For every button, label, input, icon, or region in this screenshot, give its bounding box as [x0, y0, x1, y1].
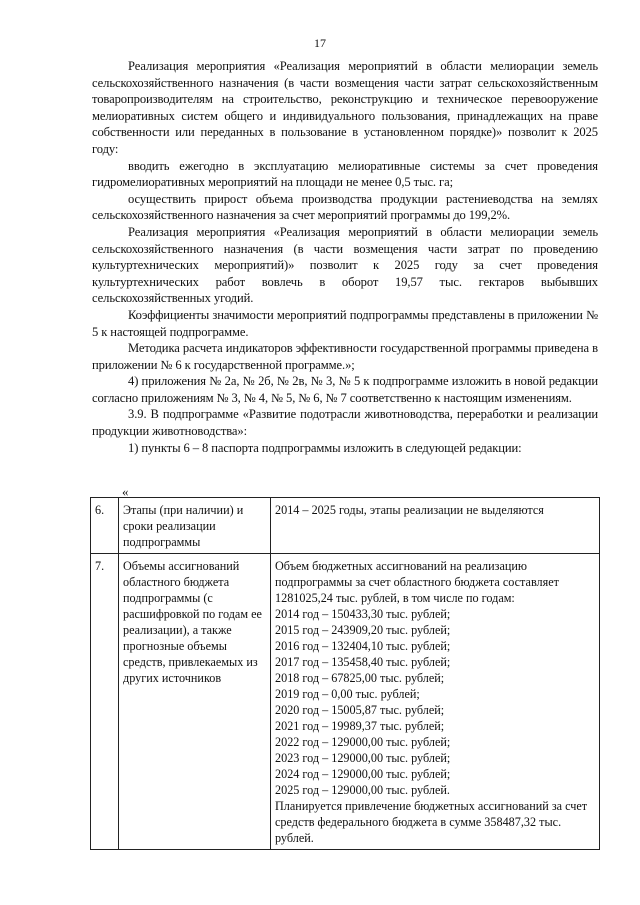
- paragraph: 3.9. В подпрограмме «Развитие подотрасли животноводства, переработки и реализации продукции животноводства»:: [92, 407, 598, 439]
- budget-year: 2016 год – 132404,10 тыс. рублей;: [275, 639, 451, 653]
- row-number: 7.: [91, 554, 119, 850]
- paragraph: Методика расчета индикаторов эффективности государственной программы приведена в приложении № 6 к государственной программе.»;: [92, 341, 598, 372]
- budget-year: 2019 год – 0,00 тыс. рублей;: [275, 687, 420, 701]
- budget-year: 2024 год – 129000,00 тыс. рублей;: [275, 767, 451, 781]
- budget-year: 2017 год – 135458,40 тыс. рублей;: [275, 655, 451, 669]
- paragraph: Реализация мероприятия «Реализация мероприятий в области мелиорации земель сельскохозяйственного назначения (в части возмещения части затрат сельскохозяйственным товаропроизводителям на строительство, реконструкцию и техническое перевооружение мелиоративных систем общего и индивидуального пользования, принадлежащих на праве собственности или переданных в пользование в установленном порядке)» позволит к 2025 году:: [92, 59, 598, 156]
- paragraph: Коэффициенты значимости мероприятий подпрограммы представлены в приложении № 5 к настоящей подпрограмме.: [92, 307, 598, 339]
- budget-year: 2025 год – 129000,00 тыс. рублей.: [275, 783, 450, 797]
- budget-year: 2014 год – 150433,30 тыс. рублей;: [275, 607, 451, 621]
- paragraph: 1) пункты 6 – 8 паспорта подпрограммы изложить в следующей редакции:: [128, 440, 522, 455]
- body-text: [92, 58, 598, 456]
- paragraph: вводить ежегодно в эксплуатацию мелиоративные системы за счет проведения гидромелиоративных мероприятий на площади не менее 0,5 тыс. га;: [92, 158, 598, 190]
- budget-year: 2023 год – 129000,00 тыс. рублей;: [275, 751, 451, 765]
- paragraph: Реализация мероприятия «Реализация мероприятий в области мелиорации земель сельскохозяйственного назначения (в части возмещения части затрат по проведению культуртехнических мероприятий)» позволит к 2025 году за счет проведения культуртехнических работ вовлечь в оборот 19,57 тыс. гектаров выбывших сельскохозяйственных угодий.: [92, 224, 598, 306]
- table-row: [91, 554, 600, 850]
- row-label: Этапы (при наличии) и сроки реализации подпрограммы: [119, 498, 271, 554]
- budget-year: 2020 год – 15005,87 тыс. рублей;: [275, 703, 445, 717]
- budget-year: 2015 год – 243909,20 тыс. рублей;: [275, 623, 451, 637]
- federal-budget-note: Планируется привлечение бюджетных ассигнований за счет средств федерального бюджета в сумме 358487,32 тыс. рублей.: [275, 799, 588, 845]
- budget-intro: Объем бюджетных ассигнований на реализацию подпрограммы за счет областного бюджета составляет 1281025,24 тыс. рублей, в том числе по годам:: [275, 559, 559, 605]
- paragraph: осуществить прирост объема производства продукции растениеводства на землях сельскохозяйственного назначения за счет мероприятий программы до 199,2%.: [92, 191, 598, 223]
- table-row: [91, 498, 600, 554]
- row-label: Объемы ассигнований областного бюджета подпрограммы (с расшифровкой по годам ее реализации), а также прогнозные объемы средств, привлекаемых из других источников: [119, 554, 271, 850]
- passport-table: [90, 497, 600, 850]
- quote-mark: «: [122, 484, 129, 499]
- budget-year: 2022 год – 129000,00 тыс. рублей;: [275, 735, 451, 749]
- row-number: 6.: [91, 498, 119, 554]
- page-number: 17: [314, 36, 326, 50]
- paragraph: 4) приложения № 2а, № 2б, № 2в, № 3, № 5 к подпрограмме изложить в новой редакции согласно приложениям № 3, № 4, № 5, № 6, № 7 соответственно к настоящим изменениям.: [92, 374, 598, 405]
- budget-year: 2021 год – 19989,37 тыс. рублей;: [275, 719, 445, 733]
- row-value: 2014 – 2025 годы, этапы реализации не выделяются: [271, 498, 600, 554]
- budget-year: 2018 год – 67825,00 тыс. рублей;: [275, 671, 445, 685]
- row-value: [271, 554, 600, 850]
